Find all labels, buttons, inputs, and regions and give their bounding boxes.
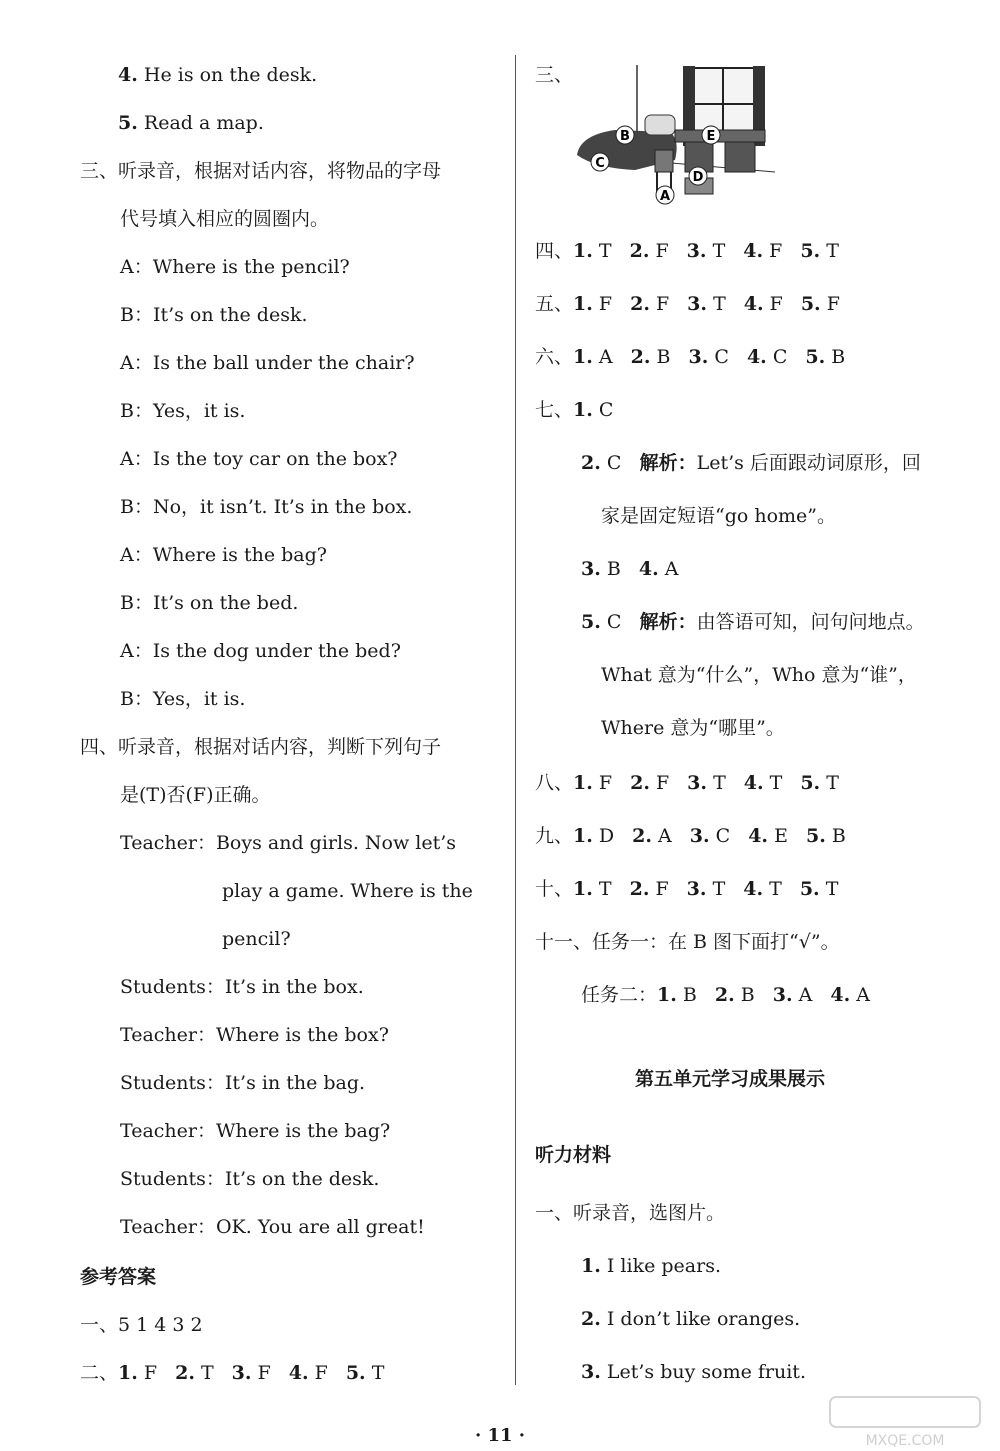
answer-7-5-cont2: Where 意为“哪里”。 xyxy=(601,717,785,739)
dialog-line: B：It’s on the bed. xyxy=(120,592,299,614)
answer-row-10: 十、1. T 2. F 3. T 4. T 5. T xyxy=(535,878,839,900)
dialog-line: Students：It’s on the desk. xyxy=(120,1168,380,1190)
answer-row-7: 七、1. C xyxy=(535,399,614,421)
dialog-line: A：Where is the pencil? xyxy=(120,256,350,278)
section-3-instruction-cont: 代号填入相应的圆圈内。 xyxy=(120,208,330,230)
answer-row-6: 六、1. A 2. B 3. C 4. C 5. B xyxy=(535,346,846,368)
answer-7-2-cont: 家是固定短语“go home”。 xyxy=(601,505,837,527)
dialog-line: B：Yes，it is. xyxy=(120,400,246,422)
dialog-line: A：Is the toy car on the box? xyxy=(120,448,398,470)
answer-7-34: 3. B 4. A xyxy=(581,558,679,580)
dialog-line: Teacher：Where is the box? xyxy=(120,1024,389,1046)
answer-key-title: 参考答案 xyxy=(80,1266,157,1288)
answer-row-9: 九、1. D 2. A 3. C 4. E 5. B xyxy=(535,825,846,847)
answer-row-5: 五、1. F 2. F 3. T 4. F 5. F xyxy=(535,293,840,315)
section-3-instruction: 三、听录音，根据对话内容，将物品的字母 xyxy=(80,160,442,182)
answer-row-1: 一、5 1 4 3 2 xyxy=(80,1314,203,1336)
dialog-line: Teacher：OK. You are all great! xyxy=(120,1216,425,1238)
dialog-line: B：Yes，it is. xyxy=(120,688,246,710)
dialog-line: A：Is the dog under the bed? xyxy=(120,640,401,662)
circle-label-b: B xyxy=(620,129,630,144)
answer-row-2: 二、1. F 2. T 3. F 4. F 5. T xyxy=(80,1362,385,1384)
dialog-line: Students：It’s in the box. xyxy=(120,976,364,998)
answer-row-11-task2: 任务二：1. B 2. B 3. A 4. A xyxy=(581,984,870,1006)
section-4-instruction: 四、听录音，根据对话内容，判断下列句子 xyxy=(80,736,442,758)
circle-label-e: E xyxy=(706,129,716,144)
answer-row-11: 十一、任务一：在 B 图下面打“√”。 xyxy=(535,931,840,953)
listening-item-3: 3. Let’s buy some fruit. xyxy=(581,1361,806,1383)
circle-label-d: D xyxy=(692,170,704,185)
listening-item-1: 1. I like pears. xyxy=(581,1255,721,1277)
section-4-instruction-cont: 是(T)否(F)正确。 xyxy=(120,784,271,806)
dialog-line: A：Is the ball under the chair? xyxy=(120,352,415,374)
listening-section-1: 一、听录音，选图片。 xyxy=(535,1202,726,1224)
dialog-line: A：Where is the bag? xyxy=(120,544,327,566)
listening-item-2: 2. I don’t like oranges. xyxy=(581,1308,801,1330)
bedroom-scene-illustration xyxy=(575,60,775,210)
answer-7-5-cont: What 意为“什么”，Who 意为“谁”， xyxy=(601,664,917,686)
dialog-line: Teacher：Where is the bag? xyxy=(120,1120,391,1142)
page-number: · 11 · xyxy=(474,1425,526,1446)
dialog-line: Students：It’s in the bag. xyxy=(120,1072,366,1094)
dialog-line: Teacher：Boys and girls. Now let’s xyxy=(120,832,457,854)
circle-label-a: A xyxy=(659,189,671,204)
section-3-label: 三、 xyxy=(535,64,574,86)
answer-row-8: 八、1. F 2. F 3. T 4. T 5. T xyxy=(535,772,839,794)
dialog-line: pencil? xyxy=(222,928,291,950)
watermark-text: MXQE.COM xyxy=(865,1433,945,1449)
unit-5-title: 第五单元学习成果展示 xyxy=(635,1068,826,1090)
column-divider xyxy=(515,55,516,1385)
answer-7-2: 2. C 解析：Let’s 后面跟动词原形，回 xyxy=(581,452,921,474)
dialog-line: play a game. Where is the xyxy=(222,880,473,902)
answer-7-5: 5. C 解析：由答语可知，问句问地点。 xyxy=(581,611,925,633)
dialog-line: B：No，it isn’t. It’s in the box. xyxy=(120,496,413,518)
listening-line-5: 5. Read a map. xyxy=(118,112,264,134)
listening-line-4: 4. He is on the desk. xyxy=(118,64,318,86)
answer-row-4: 四、1. T 2. F 3. T 4. F 5. T xyxy=(535,240,839,262)
circle-label-c: C xyxy=(595,156,605,171)
watermark-logo xyxy=(820,1395,990,1451)
listening-material-title: 听力材料 xyxy=(535,1144,612,1166)
dialog-line: B：It’s on the desk. xyxy=(120,304,308,326)
